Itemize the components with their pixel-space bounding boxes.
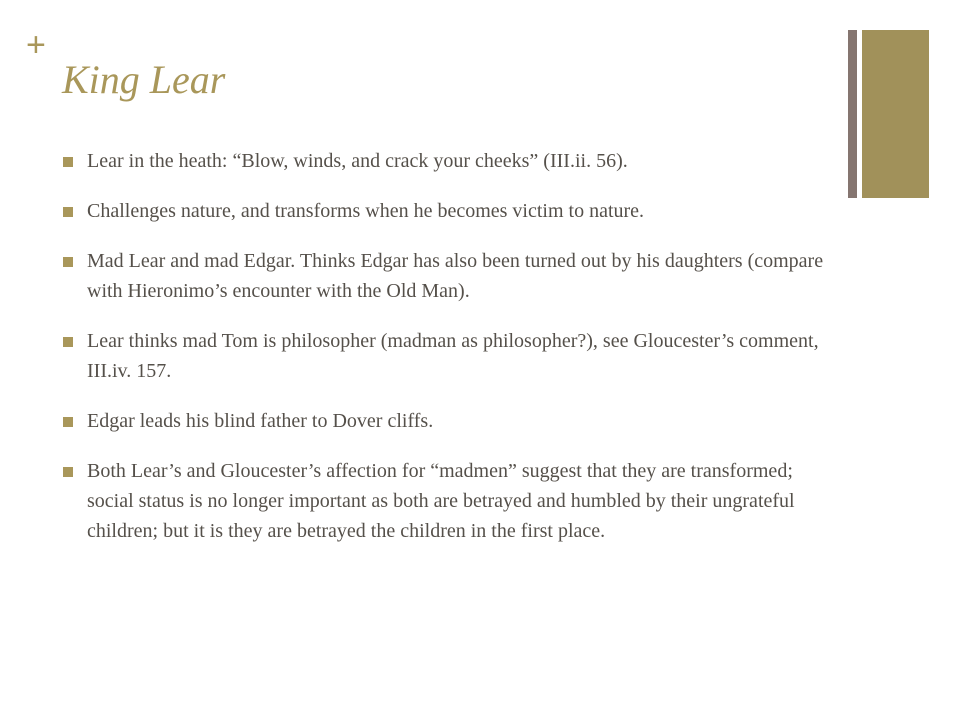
bullet-text: Mad Lear and mad Edgar. Thinks Edgar has also been turned out by his daughters (compare with Hieronimo’s encounter with the Old Man). xyxy=(87,250,824,302)
square-bullet-icon xyxy=(63,257,73,267)
accent-bar-gray xyxy=(848,30,857,198)
square-bullet-icon xyxy=(63,417,73,427)
bullet-text: Both Lear’s and Gloucester’s affection for “madmen” suggest that they are transformed; social status is no longer important as both are betrayed and humbled by their ungrateful children; but it is they are betrayed the children in the first place. xyxy=(87,460,795,542)
plus-decoration: + xyxy=(26,26,46,64)
bullet-text: Edgar leads his blind father to Dover cliffs. xyxy=(87,410,434,432)
bullet-text: Lear in the heath: “Blow, winds, and crack your cheeks” (III.ii. 56). xyxy=(87,150,628,172)
bullet-text: Lear thinks mad Tom is philosopher (madman as philosopher?), see Gloucester’s comment, III.iv. 157. xyxy=(87,330,819,382)
square-bullet-icon xyxy=(63,337,73,347)
bullet-item xyxy=(62,146,840,176)
bullet-item xyxy=(62,456,840,546)
bullet-item xyxy=(62,196,840,226)
bullet-item xyxy=(62,246,840,306)
bullet-list xyxy=(62,146,840,566)
square-bullet-icon xyxy=(63,467,73,477)
bullet-text: Challenges nature, and transforms when he becomes victim to nature. xyxy=(87,200,645,222)
square-bullet-icon xyxy=(63,207,73,217)
bullet-item xyxy=(62,326,840,386)
accent-bar-gold xyxy=(862,30,929,198)
bullet-item xyxy=(62,406,840,436)
square-bullet-icon xyxy=(63,157,73,167)
slide-title: King Lear xyxy=(62,57,226,102)
